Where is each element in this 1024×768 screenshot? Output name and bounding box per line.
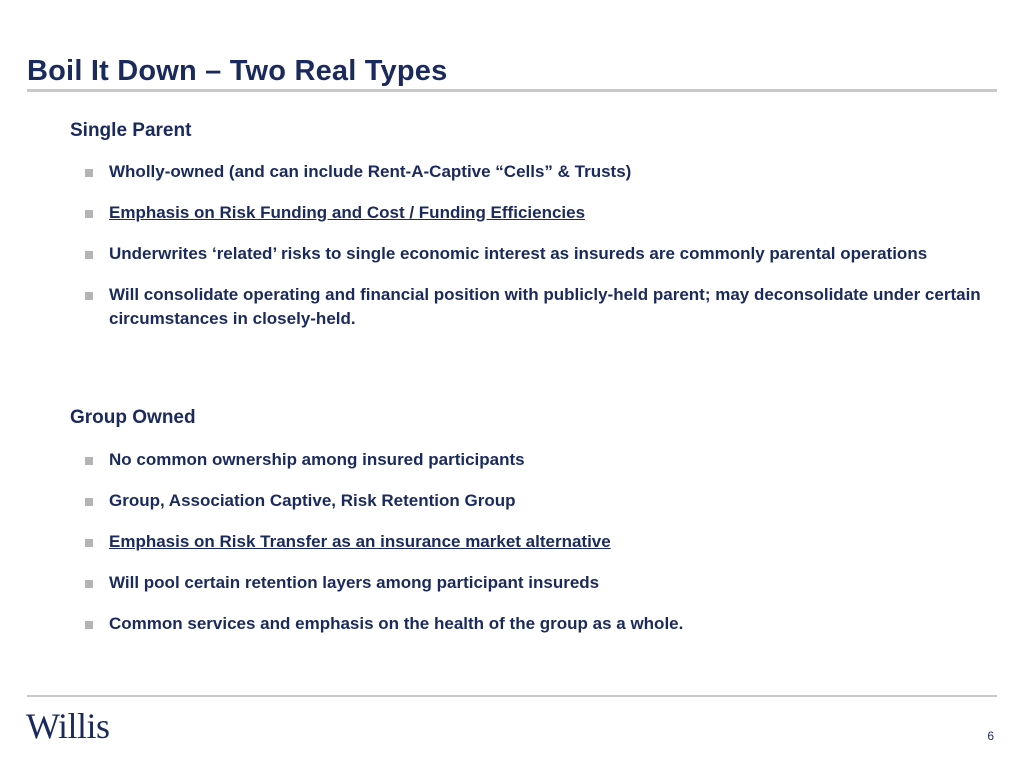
- bullet-list: [70, 160, 1005, 331]
- section-heading: Single Parent: [70, 120, 192, 141]
- bullet-text: No common ownership among insured participants: [109, 450, 525, 469]
- bullet-text: Wholly-owned (and can include Rent-A-Captive “Cells” & Trusts): [109, 162, 632, 181]
- bullet-text: Group, Association Captive, Risk Retention Group: [109, 491, 516, 510]
- square-bullet-icon: [85, 292, 93, 300]
- bullet-item: [70, 571, 1005, 595]
- footer-divider: [27, 695, 997, 697]
- title-divider: [27, 89, 997, 92]
- square-bullet-icon: [85, 621, 93, 629]
- section-heading: Group Owned: [70, 407, 196, 428]
- bullet-item: [70, 448, 1005, 472]
- bullet-list: [70, 448, 1005, 636]
- square-bullet-icon: [85, 169, 93, 177]
- bullet-text-underlined: Emphasis on Risk Funding and Cost / Funding Efficiencies: [109, 203, 586, 222]
- bullet-item: [70, 530, 1005, 554]
- bullet-item: [70, 489, 1005, 513]
- square-bullet-icon: [85, 251, 93, 259]
- bullet-text: Will pool certain retention layers among participant insureds: [109, 573, 600, 592]
- bullet-item: [70, 201, 1005, 225]
- section-group-owned: [70, 406, 1005, 653]
- page-number: 6: [987, 729, 994, 743]
- square-bullet-icon: [85, 210, 93, 218]
- square-bullet-icon: [85, 457, 93, 465]
- bullet-text: Will consolidate operating and financial position with publicly-held parent; may deconsolidate under certain circumstances in closely-held.: [109, 285, 981, 328]
- bullet-item: [70, 160, 1005, 184]
- section-single-parent: [70, 119, 1005, 348]
- willis-logo: Willis: [26, 706, 110, 746]
- bullet-item: [70, 242, 1005, 266]
- bullet-item: [70, 612, 1005, 636]
- bullet-text: Underwrites ‘related’ risks to single economic interest as insureds are commonly parental operations: [109, 244, 928, 263]
- slide-title: Boil It Down – Two Real Types: [27, 55, 448, 87]
- bullet-text: Common services and emphasis on the health of the group as a whole.: [109, 614, 684, 633]
- square-bullet-icon: [85, 580, 93, 588]
- bullet-item: [70, 283, 1005, 331]
- square-bullet-icon: [85, 539, 93, 547]
- square-bullet-icon: [85, 498, 93, 506]
- bullet-text-underlined: Emphasis on Risk Transfer as an insurance market alternative: [109, 532, 611, 551]
